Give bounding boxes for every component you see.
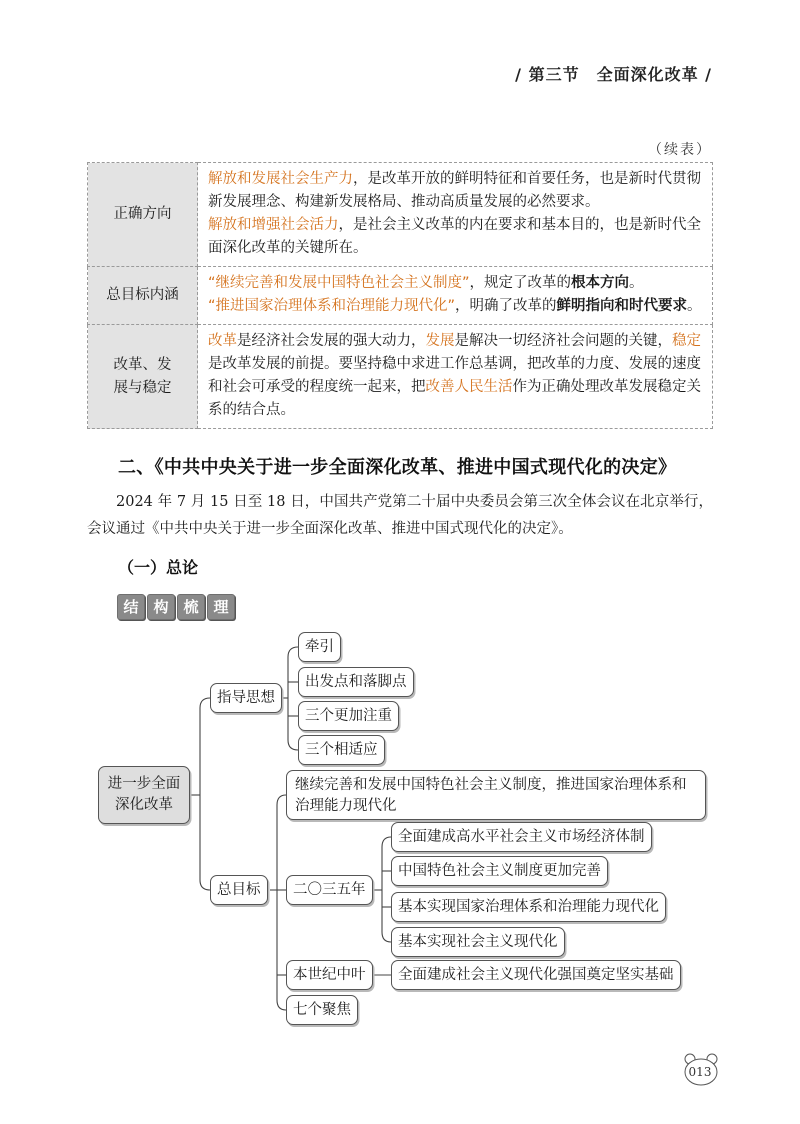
body-text: 是改革发展的前提。要坚持稳中求进工作总基调，把改革的力度、发展的速度和社会可承受的程度统一起来，把 [208, 356, 701, 395]
row-label-text: 改革、发展与稳定 [113, 356, 172, 396]
body-text: ，规定了改革的 [469, 275, 572, 291]
node-overall-goal: 总目标 [210, 875, 268, 905]
body-text: ，是社会主义改革的内在要求和基本目的，也是新时代全面深化改革的关键所在。 [208, 217, 701, 256]
body-text: ，明确了改革的 [455, 298, 557, 314]
node-guiding-child: 三个更加注重 [298, 701, 399, 731]
highlight-text: “继续完善和发展中国特色社会主义制度” [208, 275, 470, 291]
body-text: 。 [629, 275, 644, 291]
badge-char: 结 [117, 594, 145, 620]
body-text: 。 [687, 298, 702, 314]
node-mid-century-child: 全面建成社会主义现代化强国奠定坚实基础 [391, 960, 681, 990]
body-text: ，是改革开放的鲜明特征和首要任务，也是新时代贯彻新发展理念、构建新发展格局、推动高质量发展的必然要求。 [208, 171, 701, 210]
continued-label: （续表） [648, 142, 712, 158]
node-guiding-child: 三个相适应 [298, 735, 385, 765]
body-text: 是解决一切经济社会问题的关键， [454, 333, 672, 349]
row-label: 总目标内涵 [88, 267, 198, 325]
highlight-text: 解放和发展社会生产力 [208, 171, 353, 187]
badge-char: 理 [207, 594, 235, 620]
node-2035-child: 基本实现社会主义现代化 [391, 927, 565, 957]
highlight-text: 解放和增强社会活力 [208, 217, 339, 233]
running-header: / 第三节 全面深化改革 / [515, 65, 712, 84]
highlight-text: 稳定 [672, 333, 701, 349]
node-seven-focus: 七个聚焦 [286, 995, 358, 1025]
node-2035-child: 中国特色社会主义制度更加完善 [391, 856, 608, 886]
mindmap-root: 进一步全面深化改革 [98, 766, 190, 824]
node-goal-main: 继续完善和发展中国特色社会主义制度，推进国家治理体系和治理能力现代化 [286, 770, 706, 820]
node-guiding-child: 牵引 [298, 632, 341, 662]
node-guiding-child: 出发点和落脚点 [298, 667, 414, 697]
section-title: 二、《中共中央关于进一步全面深化改革、推进中国式现代化的决定》 [118, 457, 677, 478]
highlight-text: 改革 [208, 333, 237, 349]
highlight-text: “推进国家治理体系和治理能力现代化” [208, 298, 456, 314]
bold-text: 鲜明指向和时代要求 [556, 298, 688, 314]
node-2035-child: 基本实现国家治理体系和治理能力现代化 [391, 892, 666, 922]
badge-char: 构 [147, 594, 175, 620]
node-guiding-thought: 指导思想 [210, 683, 282, 713]
row-label: 正确方向 [88, 163, 198, 267]
body-text: 是经济社会发展的强大动力， [237, 333, 426, 349]
section-paragraph: 2024 年 7 月 15 日至 18 日，中国共产党第二十届中央委员会第三次全体会议在北京举行，会议通过《中共中央关于进一步全面深化改革、推进中国式现代化的决定》。 [87, 494, 713, 537]
highlight-text: 发展 [425, 333, 455, 349]
node-year-2035: 二〇三五年 [286, 875, 373, 905]
body-text: 作为正确处理改革发展稳定关系的结合点。 [208, 379, 701, 418]
node-mid-century: 本世纪中叶 [286, 960, 373, 990]
highlight-text: 改善人民生活 [425, 379, 513, 395]
node-2035-child: 全面建成高水平社会主义市场经济体制 [391, 822, 652, 852]
bold-text: 根本方向 [571, 275, 630, 291]
page-number: 013 [688, 1065, 712, 1079]
subsection-title: （一）总论 [118, 558, 199, 577]
badge-char: 梳 [177, 594, 205, 620]
